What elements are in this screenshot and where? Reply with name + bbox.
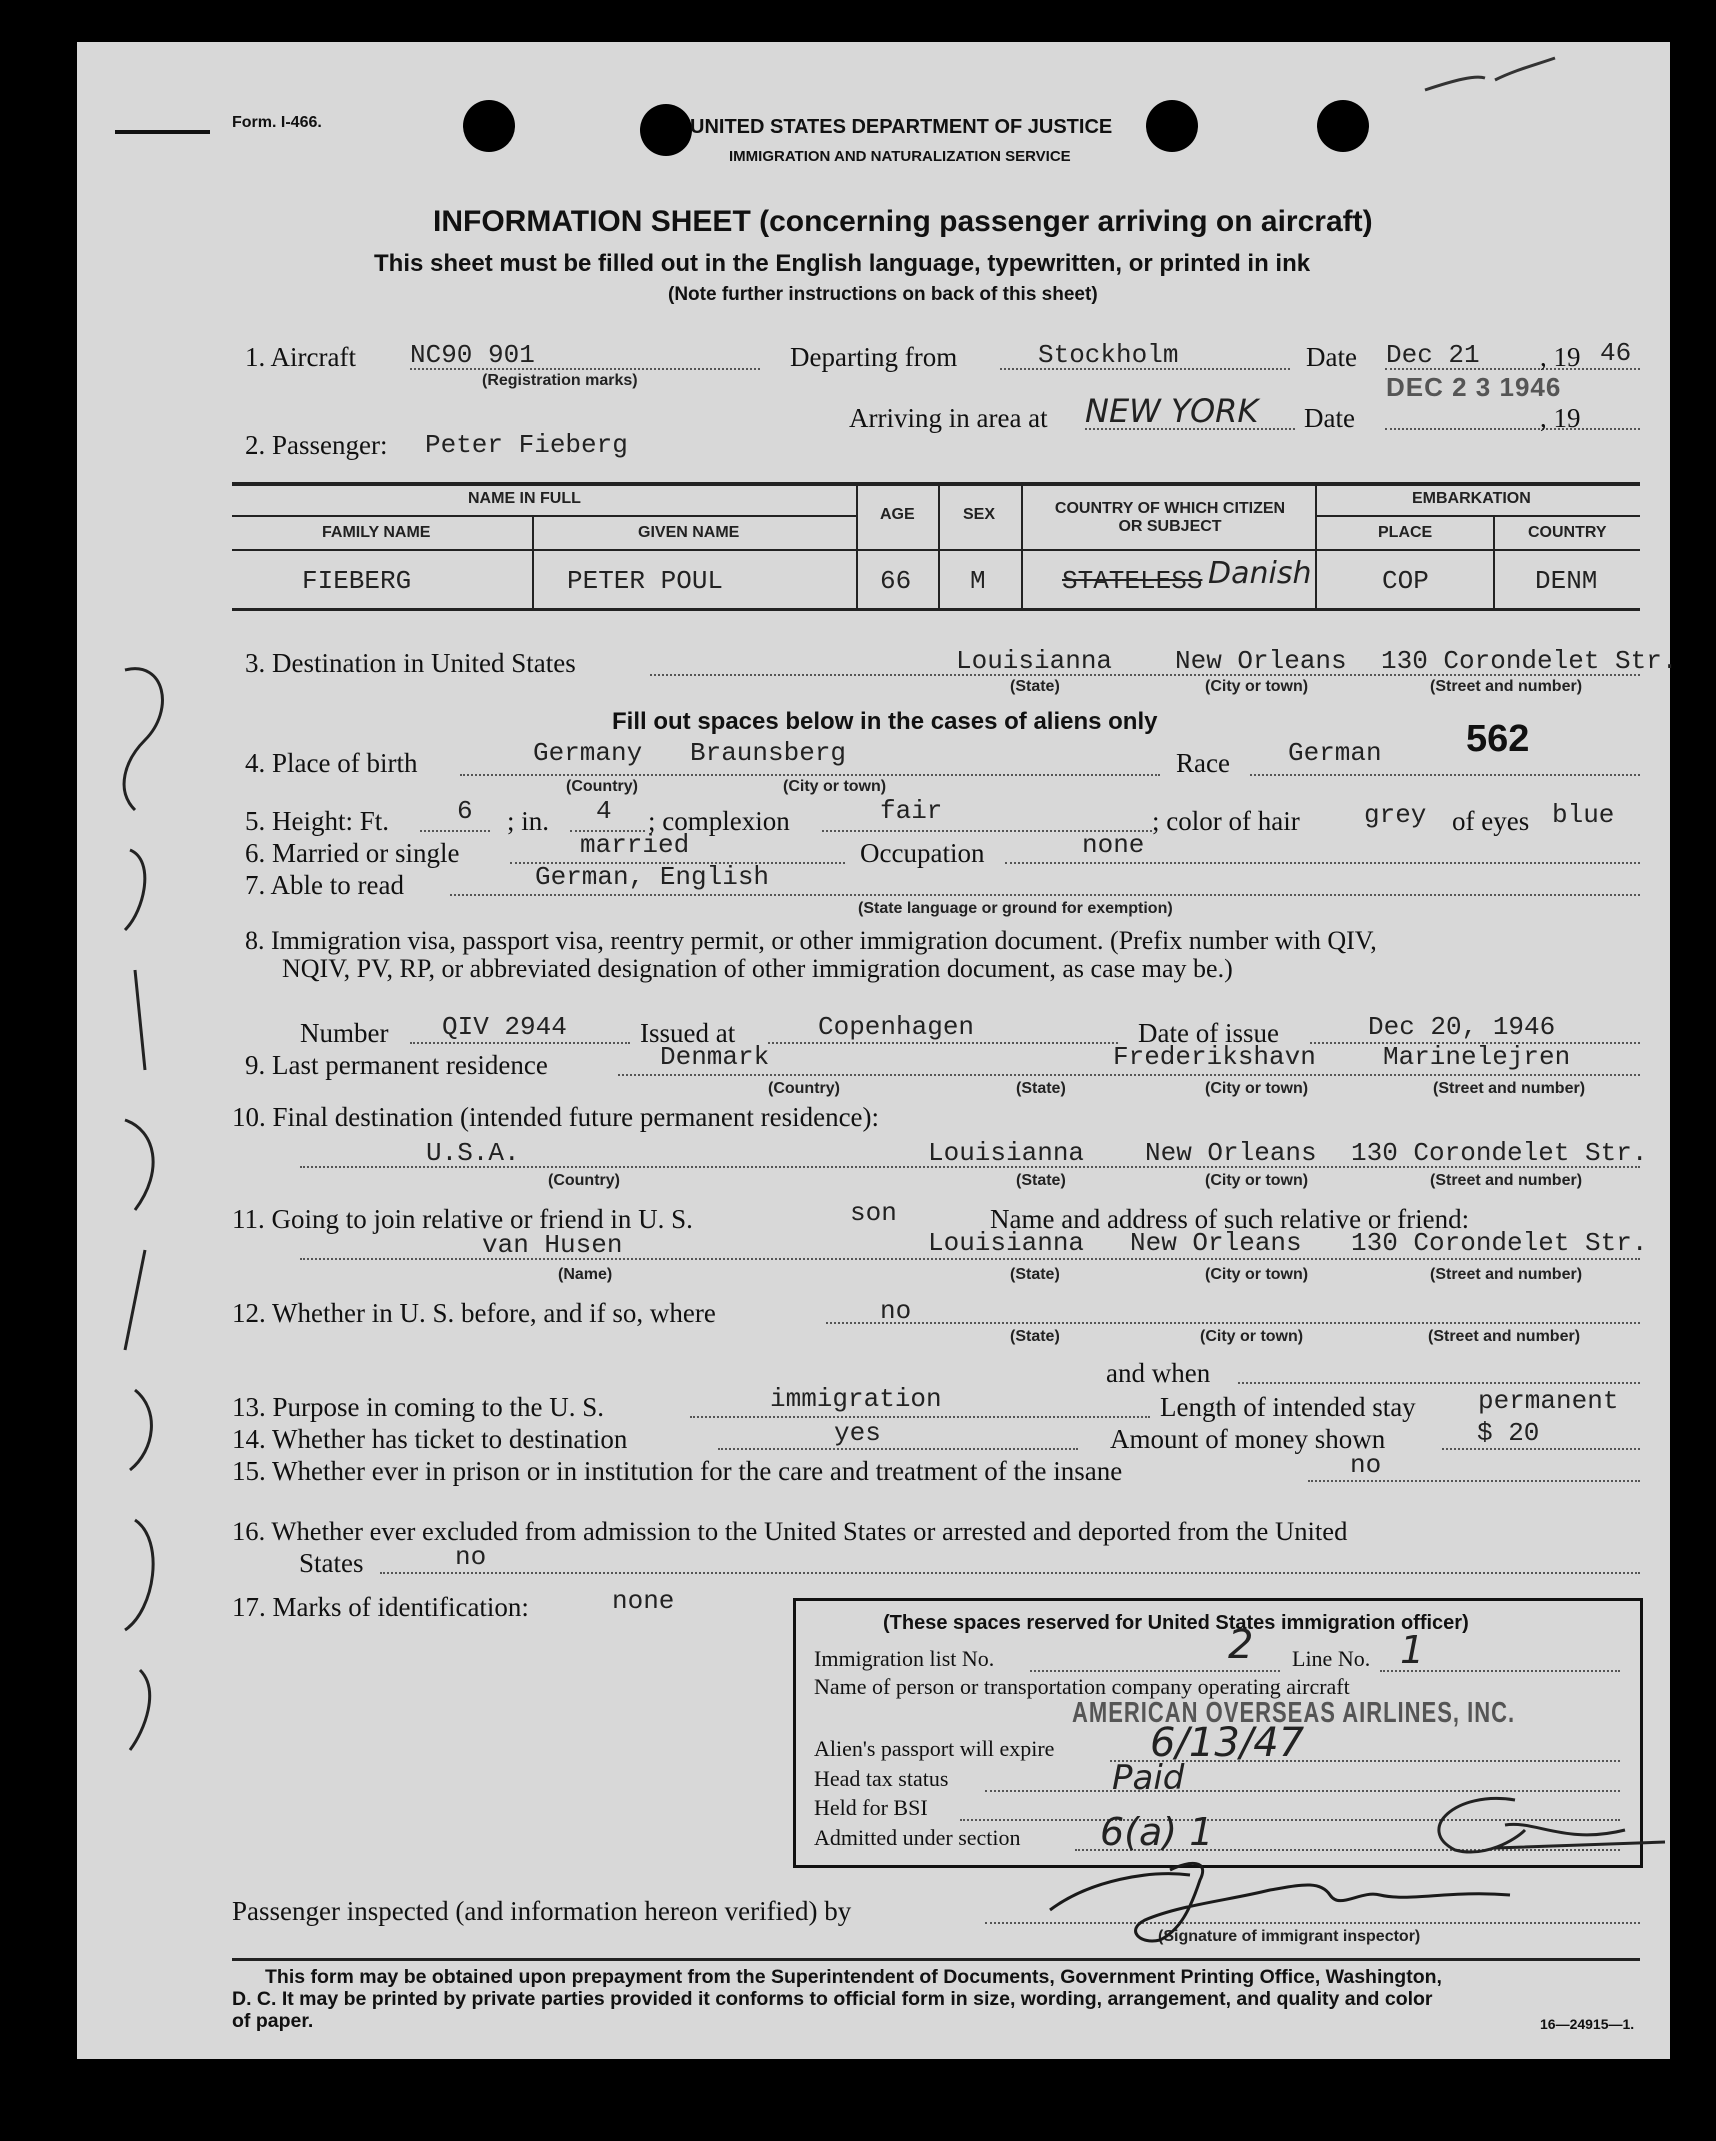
bsi-label: Held for BSI (814, 1795, 928, 1820)
embark-place-value: COP (1382, 566, 1429, 596)
read-caption: (State language or ground for exemption) (858, 900, 1173, 917)
relative-street: 130 Corondelet Str. (1351, 1228, 1648, 1258)
date-label: Date (1306, 342, 1357, 372)
residence-country: Denmark (660, 1042, 770, 1072)
footer-line-3: of paper. (232, 2010, 314, 2032)
instruction-line-1: This sheet must be filled out in the English language, typewritten, or printed in ink (374, 250, 1311, 277)
race-value: German (1288, 738, 1382, 768)
state-caption: (State) (1010, 1328, 1060, 1345)
city-caption: (City or town) (1205, 678, 1309, 695)
officer-initials-mark (1395, 1770, 1675, 1860)
inspector-caption: (Signature of immigrant inspector) (1158, 1928, 1421, 1945)
passenger-label: 2. Passenger: (245, 430, 388, 460)
number-label: Number (300, 1018, 389, 1048)
embarkation-header: EMBARKATION (1412, 490, 1531, 507)
street-caption: (Street and number) (1430, 1172, 1583, 1189)
line-no-value: 1 (1400, 1628, 1425, 1672)
inches-label: ; in. (507, 806, 550, 836)
instruction-line-2: (Note further instructions on back of this sheet) (668, 284, 1098, 305)
date-year: 46 (1600, 338, 1632, 368)
arrival-date-stamp: DEC 2 3 1946 (1386, 372, 1562, 402)
final-street: 130 Corondelet Str. (1351, 1138, 1648, 1168)
occupation-label: Occupation (860, 838, 985, 868)
sex-value: M (970, 566, 986, 596)
corner-handwriting (1415, 50, 1565, 100)
relative-name: van Husen (482, 1230, 623, 1260)
street-caption: (Street and number) (1430, 678, 1583, 695)
headtax-value: Paid (1112, 1758, 1185, 1798)
section-label: Admitted under section (814, 1825, 1021, 1850)
issue-date-label: Date of issue (1138, 1018, 1279, 1048)
arriving-label: Arriving in area at (849, 403, 1048, 433)
stay-value: permanent (1478, 1386, 1619, 1416)
final-state: Louisianna (928, 1138, 1085, 1168)
city-caption: (City or town) (1205, 1080, 1309, 1097)
relative-relation: son (850, 1198, 897, 1228)
q8-line-1: 8. Immigration visa, passport visa, reentry permit, or other immigration document. (Prefix number with QIV, (245, 926, 1377, 955)
citizen-header: COUNTRY OF WHICH CITIZEN OR SUBJECT (1054, 500, 1286, 535)
footer-code: 16—24915—1. (1540, 2016, 1635, 2032)
passport-label: Alien's passport will expire (814, 1736, 1055, 1761)
given-name-header: GIVEN NAME (638, 524, 740, 541)
prison-label: 15. Whether ever in prison or in institution for the care and treatment of the insane (232, 1456, 1123, 1486)
relative-label: 11. Going to join relative or friend in U. S. (232, 1204, 693, 1234)
age-value: 66 (880, 566, 912, 596)
ticket-value: yes (834, 1418, 881, 1448)
birth-country-caption: (Country) (566, 778, 638, 795)
complexion-value: fair (880, 796, 943, 826)
city-caption: (City or town) (1200, 1328, 1304, 1345)
occupation-value: none (1082, 830, 1145, 860)
destination-label: 3. Destination in United States (245, 648, 576, 678)
race-label: Race (1176, 748, 1230, 778)
punch-hole (463, 100, 515, 152)
punch-hole (1317, 100, 1369, 152)
date2-label: Date (1304, 403, 1355, 433)
read-value: German, English (535, 862, 770, 892)
embark-country-value: DENM (1535, 566, 1598, 596)
date-month-day: Dec 21 (1386, 340, 1480, 370)
form-number: Form. I-466. (232, 114, 322, 131)
eyes-value: blue (1552, 800, 1615, 830)
passport-value: 6/13/47 (1150, 1720, 1305, 1766)
excluded-value: no (455, 1542, 487, 1572)
birth-city: Braunsberg (690, 738, 847, 768)
city-caption: (City or town) (1205, 1266, 1309, 1283)
final-city: New Orleans (1145, 1138, 1317, 1168)
name-address-label: Name and address of such relative or friend: (990, 1204, 1470, 1234)
city-caption: (City or town) (1205, 1172, 1309, 1189)
citizen-struck-value: STATELESS (1062, 566, 1203, 596)
destination-state: Louisianna (956, 646, 1113, 676)
given-name-value: PETER POUL (567, 566, 724, 596)
section-value: 6(a) 1 (1100, 1810, 1214, 1854)
age-header: AGE (880, 506, 915, 523)
state-caption: (State) (1016, 1172, 1066, 1189)
citizen-hand-value: Danish (1208, 556, 1312, 591)
list-no-label: Immigration list No. (814, 1646, 995, 1671)
marital-value: married (580, 830, 690, 860)
identification-label: 17. Marks of identification: (232, 1592, 529, 1622)
company-label: Name of person or transportation company operating aircraft (814, 1674, 1350, 1699)
marital-label: 6. Married or single (245, 838, 460, 868)
state-caption: (State) (1010, 1266, 1060, 1283)
eyes-label: of eyes (1452, 806, 1530, 836)
list-no-value: 2 (1228, 1622, 1254, 1668)
form-title: INFORMATION SHEET (concerning passenger arriving on aircraft) (433, 205, 1373, 238)
previous-us-value: no (880, 1296, 912, 1326)
footer-line-1: This form may be obtained upon prepayment from the Superintendent of Documents, Government Printing Office, Washington, (265, 1966, 1442, 1988)
country-header: COUNTRY (1528, 524, 1607, 541)
height-label: 5. Height: Ft. (245, 806, 390, 836)
stay-label: Length of intended stay (1160, 1392, 1416, 1422)
name-caption: (Name) (558, 1266, 613, 1283)
aircraft-label: 1. Aircraft (245, 342, 356, 372)
q8-line-2: NQIV, PV, RP, or abbreviated designation of other immigration document, as case may be.) (282, 954, 1233, 983)
height-in: 4 (596, 796, 612, 826)
complexion-label: ; complexion (648, 806, 790, 836)
prison-value: no (1350, 1450, 1382, 1480)
margin-handwriting (85, 650, 205, 1770)
issued-at-label: Issued at (640, 1018, 736, 1048)
relative-city: New Orleans (1130, 1228, 1302, 1258)
registration-caption: (Registration marks) (482, 372, 638, 389)
date2-year-prefix: , 19 (1540, 403, 1581, 433)
department-name: UNITED STATES DEPARTMENT OF JUSTICE (690, 116, 1113, 138)
state-caption: (State) (1016, 1080, 1066, 1097)
country-caption: (Country) (548, 1172, 620, 1189)
state-caption: (State) (1010, 678, 1060, 695)
document-number: QIV 2944 (442, 1012, 567, 1042)
excluded-line-1: 16. Whether ever excluded from admission to the United States or arrested and deported from the United (232, 1516, 1348, 1546)
ticket-label: 14. Whether has ticket to destination (232, 1424, 628, 1454)
country-caption: (Country) (768, 1080, 840, 1097)
date-year-prefix: , 19 (1540, 342, 1581, 372)
punch-hole (1146, 100, 1198, 152)
hair-label: ; color of hair (1152, 806, 1300, 836)
final-country: U.S.A. (426, 1138, 520, 1168)
headtax-label: Head tax status (814, 1766, 949, 1791)
birthplace-label: 4. Place of birth (245, 748, 418, 778)
read-label: 7. Able to read (245, 870, 404, 900)
inspected-label: Passenger inspected (and information hereon verified) by (232, 1896, 852, 1926)
issue-date-value: Dec 20, 1946 (1368, 1012, 1556, 1042)
passenger-value: Peter Fieberg (425, 430, 628, 460)
identification-value: none (612, 1586, 675, 1616)
final-destination-label: 10. Final destination (intended future permanent residence): (232, 1102, 880, 1132)
company-value: AMERICAN OVERSEAS AIRLINES, INC. (1072, 1696, 1516, 1729)
birth-city-caption: (City or town) (783, 778, 887, 795)
residence-label: 9. Last permanent residence (245, 1050, 548, 1080)
excluded-line-2: States (299, 1548, 364, 1578)
place-header: PLACE (1378, 524, 1433, 541)
family-name-value: FIEBERG (302, 566, 412, 596)
purpose-label: 13. Purpose in coming to the U. S. (232, 1392, 604, 1422)
hair-value: grey (1364, 800, 1427, 830)
departing-label: Departing from (790, 342, 958, 372)
destination-street: 130 Corondelet Str. (1381, 646, 1678, 676)
inspector-signature (1030, 1850, 1550, 1950)
arriving-value: NEW YORK (1085, 392, 1259, 430)
service-name: IMMIGRATION AND NATURALIZATION SERVICE (729, 148, 1071, 165)
street-caption: (Street and number) (1430, 1266, 1583, 1283)
birth-country: Germany (533, 738, 643, 768)
officer-box-heading: (These spaces reserved for United States immigration officer) (883, 1612, 1469, 1634)
destination-city: New Orleans (1175, 646, 1347, 676)
money-label: Amount of money shown (1110, 1424, 1386, 1454)
aircraft-value: NC90 901 (410, 340, 535, 370)
relative-state: Louisianna (928, 1228, 1085, 1258)
dash-mark (115, 130, 210, 134)
purpose-value: immigration (770, 1384, 942, 1414)
footer-line-2: D. C. It may be printed by private parties provided it conforms to official form in size, wording, arrangement, and quality and color (232, 1988, 1433, 2010)
punch-hole (640, 104, 692, 156)
departing-value: Stockholm (1038, 340, 1179, 370)
street-caption: (Street and number) (1428, 1328, 1581, 1345)
and-when-label: and when (1106, 1358, 1211, 1388)
line-no-label: Line No. (1292, 1646, 1371, 1671)
sex-header: SEX (963, 506, 996, 523)
money-value: $ 20 (1477, 1418, 1540, 1448)
street-caption: (Street and number) (1433, 1080, 1586, 1097)
family-name-header: FAMILY NAME (322, 524, 431, 541)
issued-at-value: Copenhagen (818, 1012, 975, 1042)
height-ft: 6 (457, 796, 473, 826)
previous-us-label: 12. Whether in U. S. before, and if so, where (232, 1298, 716, 1328)
residence-street: Marinelejren (1383, 1042, 1571, 1072)
aliens-heading: Fill out spaces below in the cases of aliens only (612, 708, 1158, 735)
residence-city: Frederikshavn (1113, 1042, 1316, 1072)
name-in-full-header: NAME IN FULL (468, 490, 581, 507)
race-code: 562 (1466, 718, 1530, 760)
